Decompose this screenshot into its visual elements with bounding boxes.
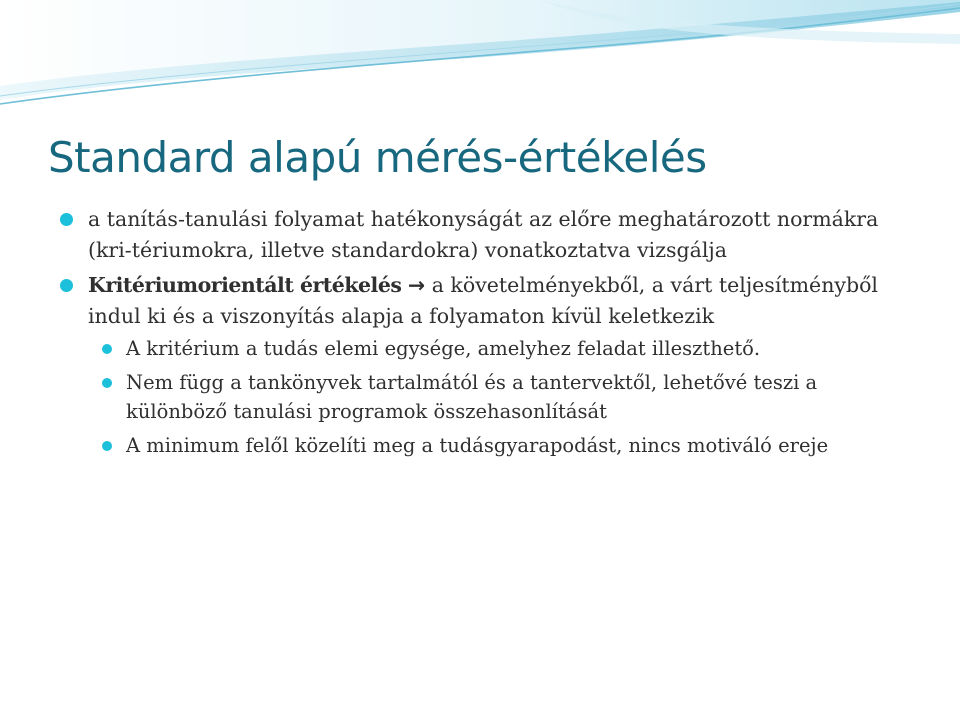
bullet-dot-icon [60, 279, 73, 292]
right-arrow-icon: → [407, 273, 426, 297]
bullet-text: a tanítás-tanulási folyamat hatékonyságát az előre meghatározott normákra (kri-tériumokra, illetve standardokra) vonatkoztatva vizsgálja [88, 207, 879, 262]
sub-bullet-item [58, 334, 918, 363]
slide-title: Standard alapú mérés-értékelés [48, 133, 707, 182]
sub-bullet-text: A minimum felől közelíti meg a tudásgyarapodást, nincs motiváló ereje [126, 434, 829, 457]
bullet-dot-icon [60, 213, 73, 226]
bullet-dot-icon [102, 441, 112, 451]
sub-bullet-item [58, 431, 918, 460]
header-wave-decoration [0, 0, 960, 110]
bullet-dot-icon [102, 378, 112, 388]
bullet-dot-icon [102, 344, 112, 354]
slide-content [58, 204, 918, 460]
bullet-text: a követelményekből, a várt teljesítményből indul ki és a viszonyítás alapja a folyamaton kívül keletkezik [88, 273, 878, 328]
sub-bullet-item [58, 368, 918, 426]
bullet-item [58, 270, 918, 331]
bullet-emphasis: Kritériumorientált értékelés [88, 273, 402, 297]
sub-bullet-text: Nem függ a tankönyvek tartalmától és a tantervektől, lehetővé teszi a különböző tanulási programok összehasonlítását [126, 371, 818, 423]
sub-bullet-text: A kritérium a tudás elemi egysége, amelyhez feladat illeszthető. [126, 337, 761, 360]
bullet-item [58, 204, 918, 265]
